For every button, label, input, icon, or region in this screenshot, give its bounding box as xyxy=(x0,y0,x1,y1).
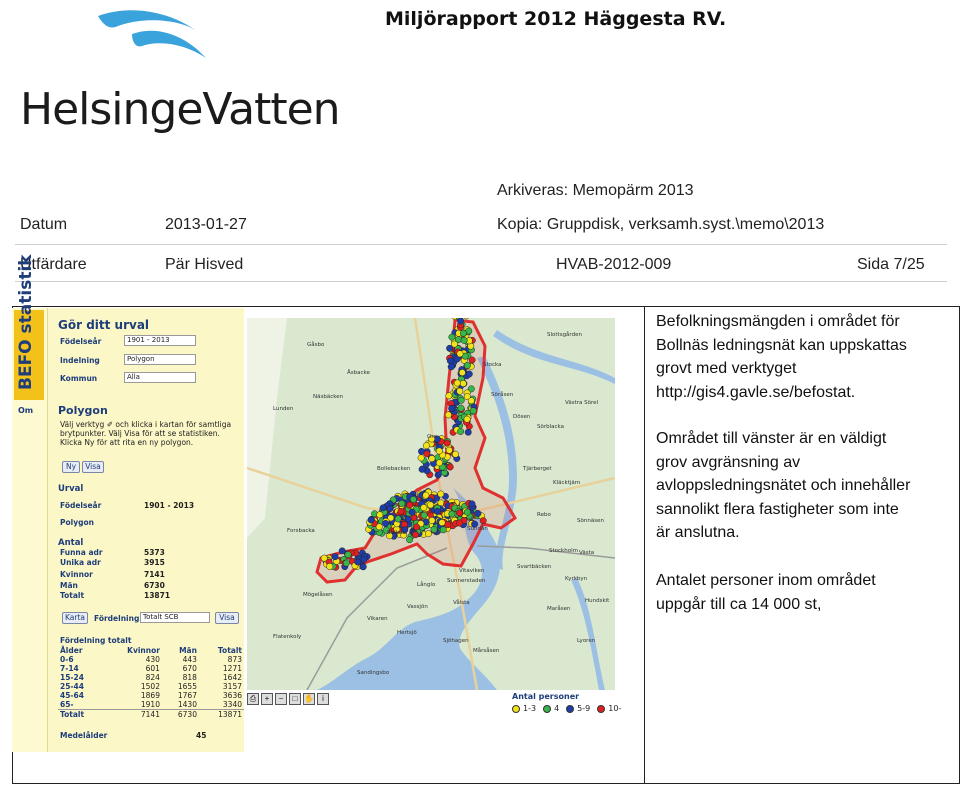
population-dot xyxy=(449,511,455,517)
table-cell: 1502 xyxy=(140,682,160,691)
population-dot xyxy=(451,341,457,347)
zoom-box-icon[interactable]: □ xyxy=(289,693,301,705)
table-row xyxy=(58,691,244,700)
population-dot xyxy=(440,527,446,533)
map-legend xyxy=(512,692,625,713)
population-dot xyxy=(457,318,463,324)
population-dot xyxy=(382,520,388,526)
helsingevatten-logo xyxy=(20,4,340,144)
map-place-label: Dösen xyxy=(513,414,531,420)
average-age-value: 45 xyxy=(196,731,207,740)
table-cell: 1271 xyxy=(222,664,242,673)
table-cell: 25-44 xyxy=(60,682,84,691)
map-place-label: Svartbäcken xyxy=(517,564,552,570)
population-dot xyxy=(459,369,465,375)
table-cell: 3340 xyxy=(222,700,242,709)
table-cell: 430 xyxy=(145,655,160,664)
befo-logo: BEFO statistik xyxy=(14,310,44,400)
text-line: Bollnäs ledningsnät kan uppskattas xyxy=(656,336,907,354)
map-place-label: Sörblacka xyxy=(537,424,564,430)
population-dot xyxy=(377,512,383,518)
text-line: Befolkningsmängden i området för xyxy=(656,313,900,330)
table-cell: 3636 xyxy=(222,691,242,700)
zoom-out-icon[interactable]: − xyxy=(275,693,287,705)
table-cell: 601 xyxy=(145,664,160,673)
map-place-label: Kläcktjärn xyxy=(553,480,581,486)
population-dot xyxy=(409,509,415,515)
legend-label: 10- xyxy=(608,704,622,713)
population-dot xyxy=(475,510,481,516)
population-dot xyxy=(321,555,327,561)
population-dot xyxy=(458,405,464,411)
table-cell: 824 xyxy=(145,673,160,682)
birth-year-input[interactable]: 1901 - 2013 xyxy=(124,335,196,346)
population-dot xyxy=(332,554,338,560)
table-cell: 45-64 xyxy=(60,691,84,700)
legend-label: 1-3 xyxy=(523,704,537,713)
text-line: sannolikt flera fastigheter som inte xyxy=(656,500,899,518)
table-header: Kvinnor xyxy=(127,646,160,655)
text-line: Området till vänster är en väldigt xyxy=(656,430,887,447)
logo-wordmark: HelsingeVatten xyxy=(20,84,340,135)
population-dot xyxy=(429,517,435,523)
population-dot xyxy=(446,447,452,453)
befo-om-link[interactable]: Om xyxy=(18,406,34,415)
population-dot xyxy=(457,351,463,357)
population-dot xyxy=(456,520,462,526)
map-place-label: Långlo xyxy=(417,582,436,588)
population-dot xyxy=(405,516,411,522)
population-dot xyxy=(345,551,351,557)
urval-title: Urval xyxy=(58,484,84,494)
reference-number: HVAB-2012-009 xyxy=(556,256,672,273)
map-place-label: Bollebacken xyxy=(377,466,411,472)
average-age-label: Medelålder xyxy=(60,731,108,740)
text-line: Antalet personer inom området xyxy=(656,572,876,589)
table-cell: 818 xyxy=(182,673,197,682)
urval-label: Födelseår xyxy=(60,501,102,510)
pan-hand-icon[interactable]: ✋ xyxy=(304,694,314,703)
new-polygon-button[interactable]: Ny xyxy=(62,461,80,473)
antal-value: 3915 xyxy=(144,558,165,567)
map-button[interactable]: Karta xyxy=(62,612,88,624)
population-dot xyxy=(423,443,429,449)
copy-note: Kopia: Gruppdisk, verksamh.syst.\memo\2013 xyxy=(497,216,825,233)
population-dot xyxy=(360,564,366,570)
municipality-select[interactable]: Alla xyxy=(124,372,196,383)
population-dot xyxy=(458,397,464,403)
population-dot xyxy=(449,334,455,340)
map-place-label: Mögelåsen xyxy=(303,592,333,598)
field-label-fodelsear: Födelseår xyxy=(60,337,102,346)
population-dot xyxy=(448,364,454,370)
table-row xyxy=(58,700,244,710)
table-cell: 443 xyxy=(182,655,197,664)
legend-dot-icon xyxy=(512,705,520,713)
map-place-label: Sundån xyxy=(467,526,488,532)
zoom-in-icon[interactable]: + xyxy=(261,693,273,705)
text-line: är anslutna. xyxy=(656,524,740,541)
map-place-label: Tjärberget xyxy=(523,466,552,472)
map-place-label: Näsbäcken xyxy=(313,394,344,400)
table-cell: 65- xyxy=(60,700,74,709)
population-dot xyxy=(444,440,450,446)
map-place-label: Stockholm xyxy=(549,548,578,554)
population-dot xyxy=(419,466,425,472)
legend-label: 5-9 xyxy=(577,704,591,713)
population-dot xyxy=(368,517,374,523)
table-cell: 1642 xyxy=(222,673,242,682)
population-dot xyxy=(398,508,404,514)
population-dot xyxy=(421,504,427,510)
table-cell: 13871 xyxy=(199,710,244,720)
distribution-select[interactable]: Totalt SCB xyxy=(140,612,210,623)
table-cell: 1430 xyxy=(177,700,197,709)
population-dot xyxy=(413,524,419,530)
table-cell: 7-14 xyxy=(60,664,79,673)
population-dot xyxy=(464,416,470,422)
map-place-label: Hundskit xyxy=(585,598,610,604)
population-dot xyxy=(339,548,345,554)
distribution-label: Fördelning xyxy=(94,614,140,623)
population-dot xyxy=(447,464,453,470)
population-dot xyxy=(380,505,386,511)
map-place-label: Lyoren xyxy=(577,638,596,644)
population-dot xyxy=(387,505,393,511)
legend-label: 4 xyxy=(554,704,560,713)
polygon-instructions: Välj verktyg ✐ och klicka i kartan för samtliga brytpunkter. Välj Visa för att se statistiken. Klicka Ny för att rita en ny polygon. xyxy=(60,420,232,447)
paragraph-area xyxy=(656,427,910,545)
issuer-value: Pär Hisved xyxy=(165,256,244,273)
text-line: grovt med verktyget xyxy=(656,360,797,377)
population-dot xyxy=(457,428,463,434)
population-dot xyxy=(449,405,455,411)
population-dot xyxy=(436,448,442,454)
population-dot xyxy=(361,556,367,562)
date-value: 2013-01-27 xyxy=(165,216,247,233)
map-place-label: Sandingsbo xyxy=(357,670,390,676)
antal-label: Funna adr xyxy=(60,548,103,557)
table-cell: 873 xyxy=(227,655,242,664)
population-dot xyxy=(460,380,466,386)
table-row xyxy=(58,682,244,691)
population-dot xyxy=(480,518,486,524)
map-place-label: Sönnäsen xyxy=(577,518,604,524)
date-label: Datum xyxy=(20,216,68,233)
map-toolbar xyxy=(247,693,329,707)
antal-title: Antal xyxy=(58,538,84,548)
table-row xyxy=(58,710,244,720)
population-dot xyxy=(412,532,418,538)
division-select[interactable]: Polygon xyxy=(124,354,196,365)
map-place-label: Ore xyxy=(427,434,437,440)
legend-title: Antal personer xyxy=(512,692,580,701)
antal-value: 13871 xyxy=(144,591,171,600)
map-place-label: Stocka xyxy=(483,362,502,368)
field-label-indelning: Indelning xyxy=(60,356,100,365)
population-dot xyxy=(410,496,416,502)
text-line: avloppsledningsnätet och innehåller xyxy=(656,477,911,494)
population-dot xyxy=(425,531,431,537)
document-title: Miljörapport 2012 Häggesta RV. xyxy=(385,8,727,30)
population-dot xyxy=(445,412,451,418)
population-dot xyxy=(468,398,474,404)
antal-label: Totalt xyxy=(60,591,85,600)
population-dot xyxy=(460,330,466,336)
population-dot xyxy=(446,393,452,399)
table-cell: 1655 xyxy=(177,682,197,691)
population-dot xyxy=(466,371,472,377)
population-dot xyxy=(445,522,451,528)
map-place-label: Sunnerstaden xyxy=(447,578,486,584)
population-dot xyxy=(461,337,467,343)
population-dot xyxy=(436,460,442,466)
map-place-label: Hertsjö xyxy=(397,630,417,636)
header-rule-1 xyxy=(15,244,947,245)
print-icon[interactable]: ⎙ xyxy=(247,693,259,705)
table-cell: 1767 xyxy=(177,691,197,700)
map-place-label: Vikaren xyxy=(367,616,388,622)
map-place-label: Maråsen xyxy=(547,606,571,612)
population-dot xyxy=(355,559,361,565)
table-cell: 6730 xyxy=(162,710,199,720)
legend-entries xyxy=(512,704,625,713)
table-cell: 7141 xyxy=(103,710,162,720)
antal-label: Kvinnor xyxy=(60,570,93,579)
population-dot xyxy=(447,358,453,364)
table-cell: 15-24 xyxy=(60,673,84,682)
issuer-label: Utfärdare xyxy=(20,256,87,273)
table-header: Totalt xyxy=(217,646,242,655)
population-dot xyxy=(438,491,444,497)
population-dot xyxy=(470,408,476,414)
table-header: Ålder xyxy=(60,646,83,655)
map-place-label: Vålsta xyxy=(453,600,470,606)
map-place-label: Västra Sörel xyxy=(565,400,599,406)
befostat-link[interactable]: http://gis4.gavle.se/befostat. xyxy=(656,383,856,401)
population-dot xyxy=(465,429,471,435)
population-dot xyxy=(418,455,424,461)
population-map[interactable] xyxy=(247,318,615,690)
table-row xyxy=(58,673,244,682)
map-place-label: Lunden xyxy=(273,406,294,412)
urval-value: 1901 - 2013 xyxy=(144,501,195,510)
table-cell: 670 xyxy=(182,664,197,673)
show-distribution-button[interactable]: Visa xyxy=(215,612,239,624)
table-cell: Totalt xyxy=(58,710,103,720)
map-place-label: Rebo xyxy=(537,512,551,518)
map-place-label: Vitaviken xyxy=(459,568,485,574)
population-dot xyxy=(464,509,470,515)
map-place-label: Sjöhagen xyxy=(443,638,469,644)
age-distribution-table xyxy=(58,646,244,719)
legend-dot-icon xyxy=(597,705,605,713)
population-dot xyxy=(406,502,412,508)
antal-label: Män xyxy=(60,581,78,590)
map-place-label: Vassjön xyxy=(407,604,428,610)
show-polygon-button[interactable]: Visa xyxy=(82,461,104,473)
urval-label: Polygon xyxy=(60,518,94,527)
paragraph-population xyxy=(656,569,876,616)
population-dot xyxy=(427,502,433,508)
map-place-label: Forsbacka xyxy=(287,528,315,534)
polygon-title: Polygon xyxy=(58,404,108,417)
table-cell: 1910 xyxy=(140,700,160,709)
befo-title: Gör ditt urval xyxy=(58,318,150,332)
antal-label: Unika adr xyxy=(60,558,101,567)
text-line: uppgår till ca 14 000 st, xyxy=(656,595,822,613)
table-cell: 3157 xyxy=(222,682,242,691)
column-divider xyxy=(644,306,645,784)
population-dot xyxy=(343,560,349,566)
antal-value: 7141 xyxy=(144,570,165,579)
population-dot xyxy=(469,501,475,507)
population-dot xyxy=(439,519,445,525)
map-place-label: Kyrkbyn xyxy=(565,576,588,582)
population-dot xyxy=(395,516,401,522)
paragraph-befo xyxy=(656,310,907,404)
map-place-label: Gåsbo xyxy=(307,342,325,348)
population-dot xyxy=(454,380,460,386)
population-dot xyxy=(456,510,462,516)
text-line: grov avgränsning av xyxy=(656,453,801,471)
map-place-label: Bollnäs xyxy=(387,530,407,536)
antal-value: 5373 xyxy=(144,548,165,557)
field-label-kommun: Kommun xyxy=(60,374,98,383)
table-cell: 1869 xyxy=(140,691,160,700)
info-icon[interactable]: i xyxy=(317,693,329,705)
legend-dot-icon xyxy=(543,705,551,713)
antal-value: 6730 xyxy=(144,581,165,590)
distribution-table-title: Fördelning totalt xyxy=(60,636,132,645)
header-rule-2 xyxy=(15,281,947,282)
table-row xyxy=(58,664,244,673)
population-dot xyxy=(406,537,412,543)
map-place-label: Flatenkoly xyxy=(273,634,302,640)
table-row xyxy=(58,655,244,664)
table-header: Män xyxy=(179,646,197,655)
population-dot xyxy=(434,508,440,514)
population-dot xyxy=(327,563,333,569)
archive-note: Arkiveras: Memopärm 2013 xyxy=(497,182,694,199)
map-place-label: Söråsen xyxy=(491,392,514,398)
map-place-label: Västa xyxy=(579,550,595,556)
map-place-label: Åsbacke xyxy=(347,370,370,376)
logo-swoosh-icon xyxy=(20,4,340,94)
population-dot xyxy=(457,388,463,394)
table-cell: 0-6 xyxy=(60,655,74,664)
population-dot xyxy=(423,492,429,498)
population-dot xyxy=(464,362,470,368)
map-place-label: Slottsgården xyxy=(547,332,582,338)
page-number: Sida 7/25 xyxy=(857,256,925,273)
population-dot xyxy=(431,526,437,532)
population-dot xyxy=(399,500,405,506)
population-dot xyxy=(429,455,435,461)
befo-sidebar xyxy=(12,254,48,752)
legend-dot-icon xyxy=(566,705,574,713)
population-dot xyxy=(452,451,458,457)
population-dot xyxy=(421,512,427,518)
map-place-label: Mårsåsen xyxy=(473,648,500,654)
